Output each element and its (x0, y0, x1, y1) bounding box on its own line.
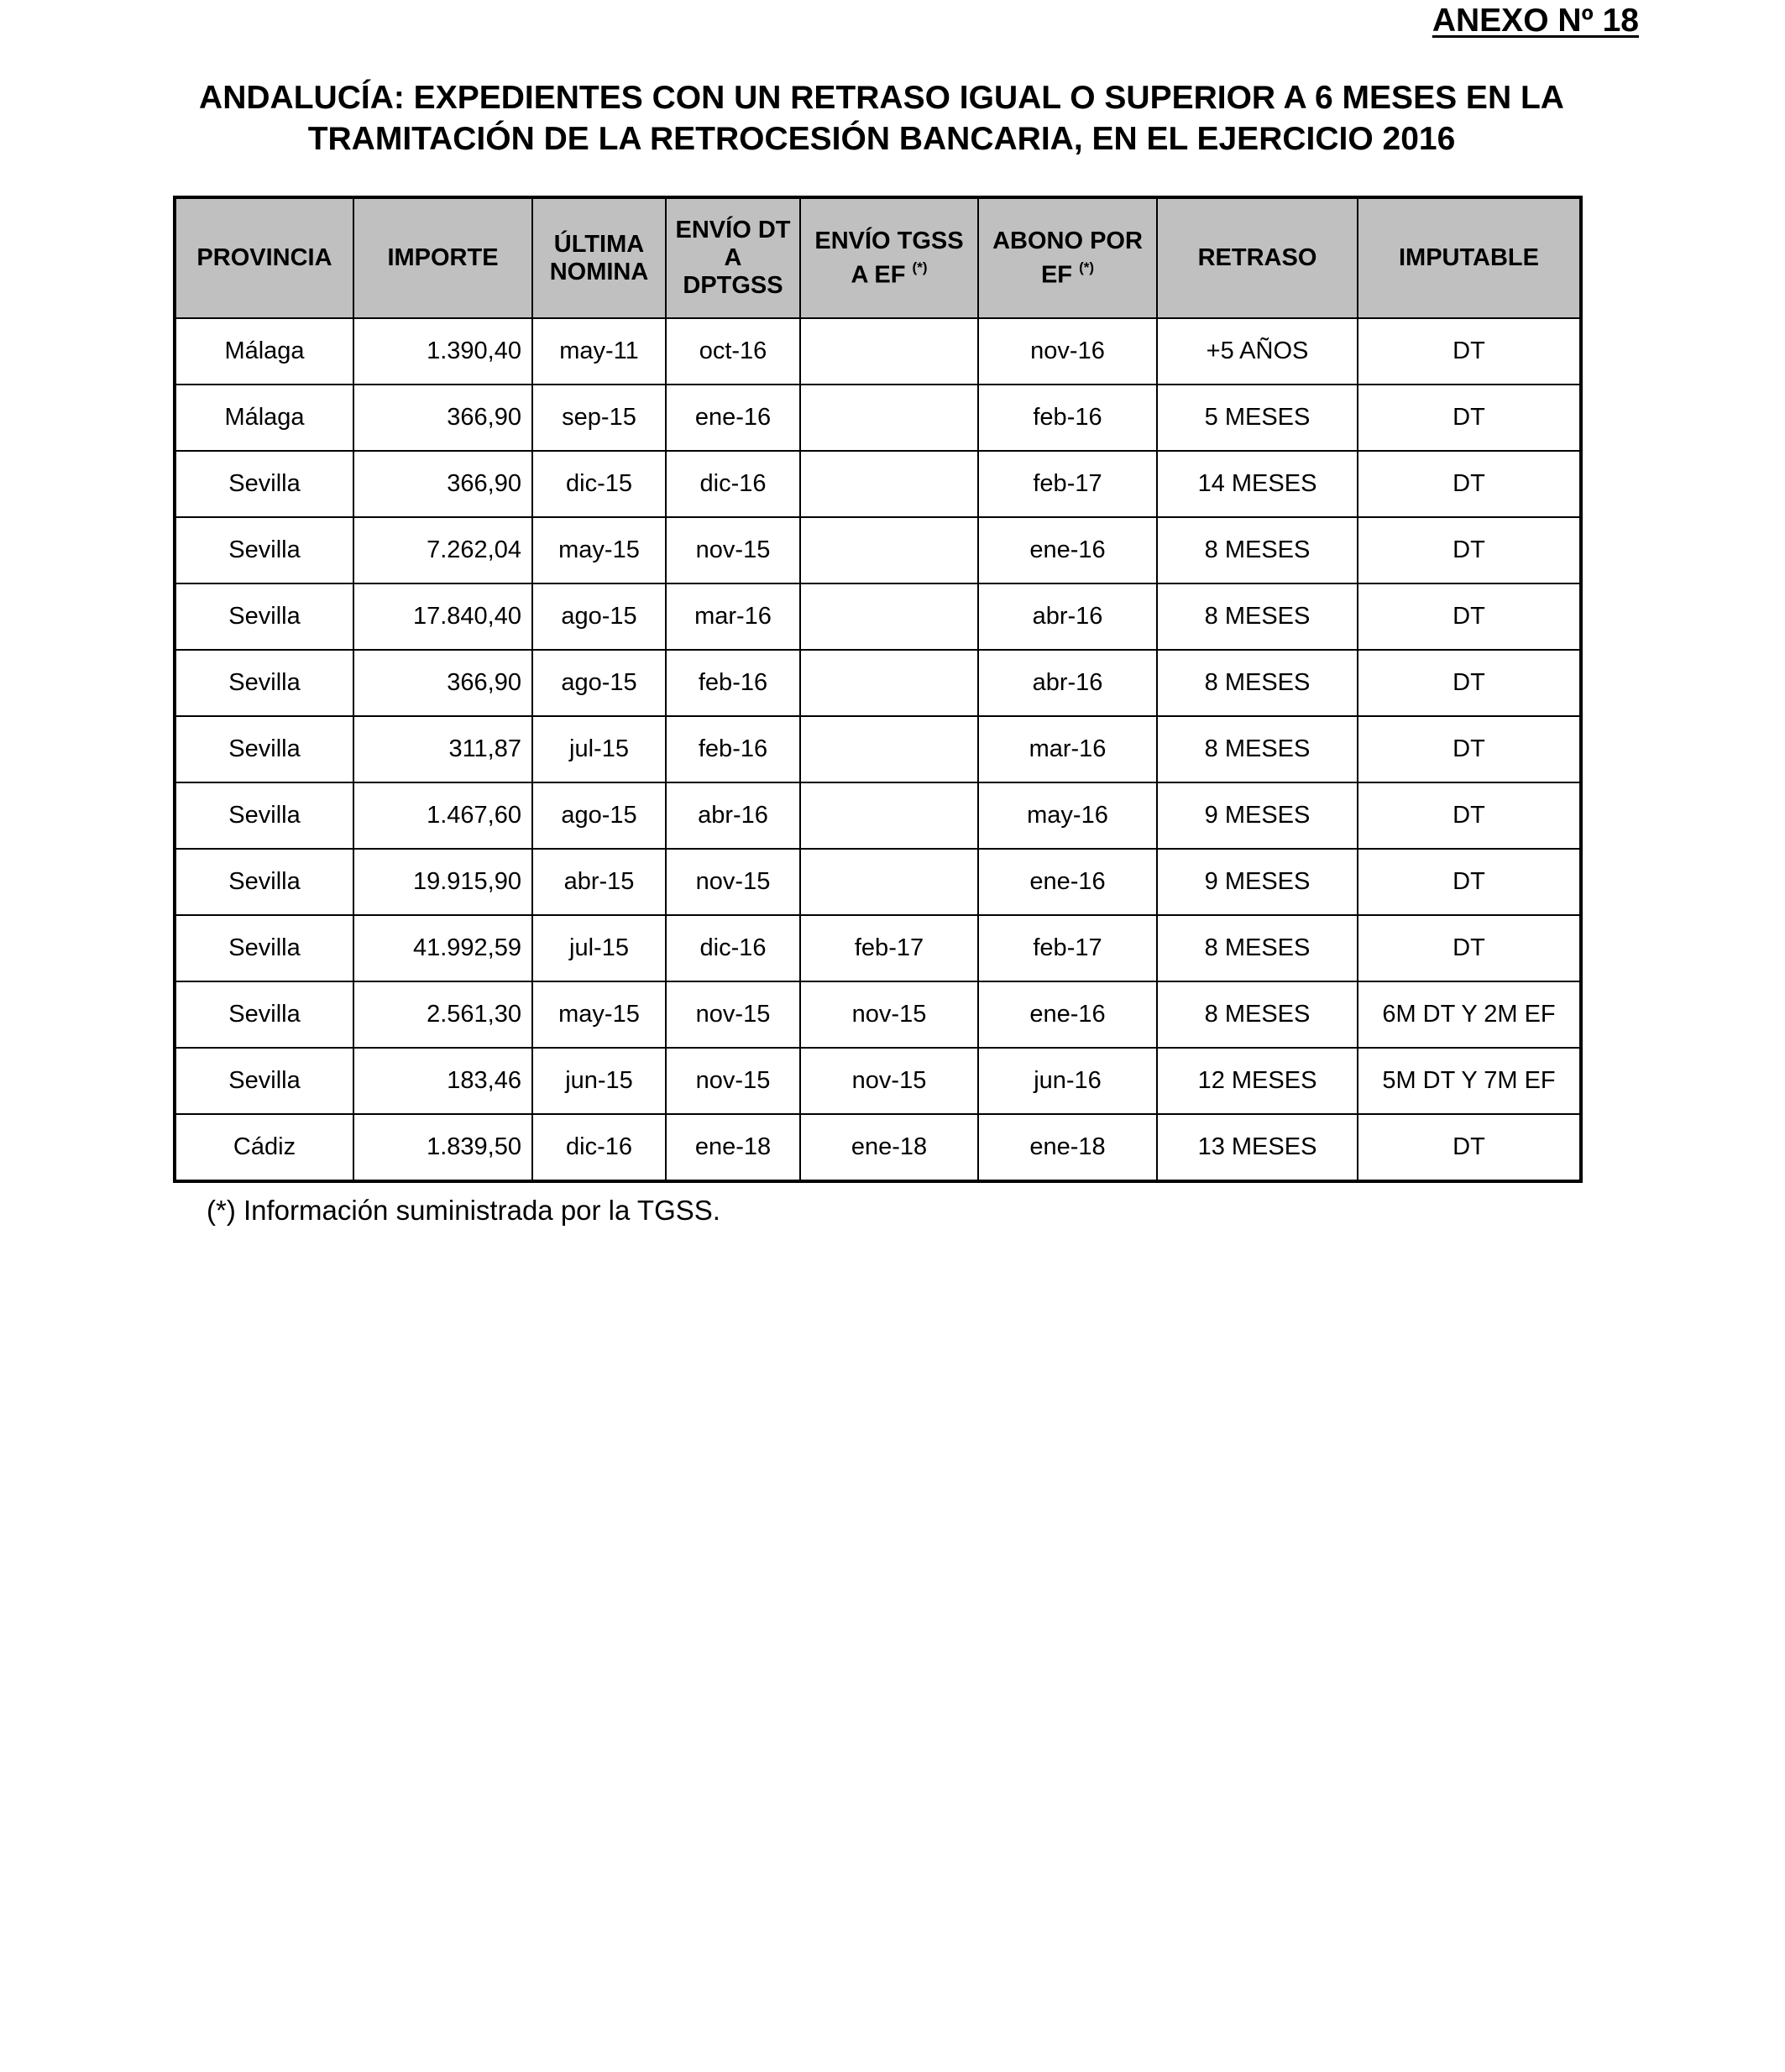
cell-imputable: DT (1358, 716, 1581, 782)
cell-abono-ef: ene-16 (978, 517, 1157, 583)
cell-retraso: 8 MESES (1157, 517, 1358, 583)
cell-imputable: DT (1358, 517, 1581, 583)
cell-ultima-nomina: ago-15 (532, 583, 666, 650)
cell-importe: 366,90 (353, 451, 532, 517)
cell-abono-ef: mar-16 (978, 716, 1157, 782)
cell-abono-ef: abr-16 (978, 650, 1157, 716)
cell-envio-tgss: ene-18 (800, 1114, 978, 1181)
cell-provincia: Málaga (175, 318, 353, 385)
cell-provincia: Sevilla (175, 915, 353, 981)
table-row (175, 915, 1581, 981)
cell-abono-ef: nov-16 (978, 318, 1157, 385)
cell-retraso: 14 MESES (1157, 451, 1358, 517)
header-imputable: IMPUTABLE (1358, 197, 1581, 318)
cell-importe: 366,90 (353, 385, 532, 451)
cell-provincia: Málaga (175, 385, 353, 451)
cell-imputable: DT (1358, 583, 1581, 650)
header-abono-ef: ABONO POR EF (*) (978, 197, 1157, 318)
table-header-row (175, 197, 1581, 318)
cell-importe: 1.390,40 (353, 318, 532, 385)
cell-importe: 2.561,30 (353, 981, 532, 1048)
cell-ultima-nomina: abr-15 (532, 849, 666, 915)
header-envio-dt: ENVÍO DT A DPTGSS (666, 197, 800, 318)
cell-provincia: Cádiz (175, 1114, 353, 1181)
cell-provincia: Sevilla (175, 782, 353, 849)
title-line-2: TRAMITACIÓN DE LA RETROCESIÓN BANCARIA, EN EL EJERCICIO 2016 (307, 121, 1456, 157)
cell-importe: 1.467,60 (353, 782, 532, 849)
cell-ultima-nomina: may-15 (532, 517, 666, 583)
cell-imputable: DT (1358, 915, 1581, 981)
cell-envio-dt: nov-15 (666, 517, 800, 583)
title-line-1: ANDALUCÍA: EXPEDIENTES CON UN RETRASO IGUAL O SUPERIOR A 6 MESES EN LA (199, 80, 1564, 116)
table-row (175, 650, 1581, 716)
header-retraso: RETRASO (1157, 197, 1358, 318)
cell-envio-tgss (800, 849, 978, 915)
cell-imputable: 6M DT Y 2M EF (1358, 981, 1581, 1048)
cell-importe: 7.262,04 (353, 517, 532, 583)
cell-importe: 17.840,40 (353, 583, 532, 650)
cell-envio-dt: feb-16 (666, 650, 800, 716)
cell-retraso: 9 MESES (1157, 849, 1358, 915)
cell-imputable: 5M DT Y 7M EF (1358, 1048, 1581, 1114)
table-row (175, 1114, 1581, 1181)
cell-envio-tgss (800, 782, 978, 849)
cell-envio-tgss (800, 451, 978, 517)
table-row (175, 716, 1581, 782)
cell-envio-dt: nov-15 (666, 1048, 800, 1114)
cell-abono-ef: feb-17 (978, 915, 1157, 981)
cell-envio-tgss: nov-15 (800, 1048, 978, 1114)
annex-number: ANEXO Nº 18 (1432, 3, 1639, 39)
cell-envio-dt: nov-15 (666, 849, 800, 915)
cell-importe: 366,90 (353, 650, 532, 716)
cell-ultima-nomina: jul-15 (532, 716, 666, 782)
cell-importe: 19.915,90 (353, 849, 532, 915)
cell-importe: 41.992,59 (353, 915, 532, 981)
header-provincia: PROVINCIA (175, 197, 353, 318)
table-row (175, 849, 1581, 915)
cell-envio-dt: feb-16 (666, 716, 800, 782)
table-row (175, 385, 1581, 451)
cell-imputable: DT (1358, 1114, 1581, 1181)
cell-provincia: Sevilla (175, 583, 353, 650)
header-envio-tgss: ENVÍO TGSS A EF (*) (800, 197, 978, 318)
cell-retraso: 12 MESES (1157, 1048, 1358, 1114)
table-row (175, 318, 1581, 385)
cell-provincia: Sevilla (175, 1048, 353, 1114)
cell-ultima-nomina: ago-15 (532, 650, 666, 716)
cell-imputable: DT (1358, 782, 1581, 849)
cell-provincia: Sevilla (175, 650, 353, 716)
cell-retraso: 8 MESES (1157, 915, 1358, 981)
cell-imputable: DT (1358, 650, 1581, 716)
cell-importe: 1.839,50 (353, 1114, 532, 1181)
cell-ultima-nomina: dic-15 (532, 451, 666, 517)
cell-imputable: DT (1358, 451, 1581, 517)
cell-retraso: 8 MESES (1157, 716, 1358, 782)
cell-retraso: 8 MESES (1157, 981, 1358, 1048)
cell-abono-ef: jun-16 (978, 1048, 1157, 1114)
cell-importe: 183,46 (353, 1048, 532, 1114)
cell-envio-tgss (800, 385, 978, 451)
delays-table (173, 196, 1583, 1183)
cell-abono-ef: may-16 (978, 782, 1157, 849)
cell-ultima-nomina: ago-15 (532, 782, 666, 849)
footnote: (*) Información suministrada por la TGSS. (207, 1195, 720, 1226)
cell-importe: 311,87 (353, 716, 532, 782)
cell-imputable: DT (1358, 385, 1581, 451)
cell-envio-dt: dic-16 (666, 451, 800, 517)
cell-envio-tgss (800, 583, 978, 650)
cell-retraso: 9 MESES (1157, 782, 1358, 849)
cell-envio-tgss (800, 716, 978, 782)
cell-retraso: 13 MESES (1157, 1114, 1358, 1181)
cell-envio-dt: abr-16 (666, 782, 800, 849)
header-importe: IMPORTE (353, 197, 532, 318)
cell-retraso: 5 MESES (1157, 385, 1358, 451)
cell-abono-ef: feb-16 (978, 385, 1157, 451)
cell-ultima-nomina: dic-16 (532, 1114, 666, 1181)
cell-envio-dt: ene-16 (666, 385, 800, 451)
table-row (175, 782, 1581, 849)
cell-abono-ef: ene-18 (978, 1114, 1157, 1181)
cell-abono-ef: ene-16 (978, 849, 1157, 915)
cell-envio-dt: mar-16 (666, 583, 800, 650)
cell-imputable: DT (1358, 849, 1581, 915)
cell-retraso: 8 MESES (1157, 583, 1358, 650)
cell-envio-tgss: nov-15 (800, 981, 978, 1048)
cell-provincia: Sevilla (175, 517, 353, 583)
cell-envio-dt: nov-15 (666, 981, 800, 1048)
cell-retraso: 8 MESES (1157, 650, 1358, 716)
cell-provincia: Sevilla (175, 716, 353, 782)
cell-envio-dt: oct-16 (666, 318, 800, 385)
cell-envio-tgss (800, 318, 978, 385)
cell-abono-ef: abr-16 (978, 583, 1157, 650)
cell-abono-ef: feb-17 (978, 451, 1157, 517)
footnote-marker: (*) (1079, 259, 1095, 275)
cell-ultima-nomina: sep-15 (532, 385, 666, 451)
cell-retraso: +5 AÑOS (1157, 318, 1358, 385)
cell-ultima-nomina: may-15 (532, 981, 666, 1048)
cell-imputable: DT (1358, 318, 1581, 385)
cell-ultima-nomina: jul-15 (532, 915, 666, 981)
cell-provincia: Sevilla (175, 981, 353, 1048)
cell-envio-tgss: feb-17 (800, 915, 978, 981)
table-row (175, 451, 1581, 517)
cell-envio-dt: ene-18 (666, 1114, 800, 1181)
table-body (175, 318, 1581, 1181)
cell-ultima-nomina: jun-15 (532, 1048, 666, 1114)
cell-abono-ef: ene-16 (978, 981, 1157, 1048)
cell-envio-tgss (800, 517, 978, 583)
table-row (175, 981, 1581, 1048)
document-title (134, 77, 1629, 160)
cell-ultima-nomina: may-11 (532, 318, 666, 385)
table-row (175, 1048, 1581, 1114)
table-row (175, 517, 1581, 583)
cell-provincia: Sevilla (175, 849, 353, 915)
cell-provincia: Sevilla (175, 451, 353, 517)
table-row (175, 583, 1581, 650)
footnote-marker: (*) (912, 259, 928, 275)
header-ultima-nomina: ÚLTIMA NOMINA (532, 197, 666, 318)
cell-envio-dt: dic-16 (666, 915, 800, 981)
cell-envio-tgss (800, 650, 978, 716)
